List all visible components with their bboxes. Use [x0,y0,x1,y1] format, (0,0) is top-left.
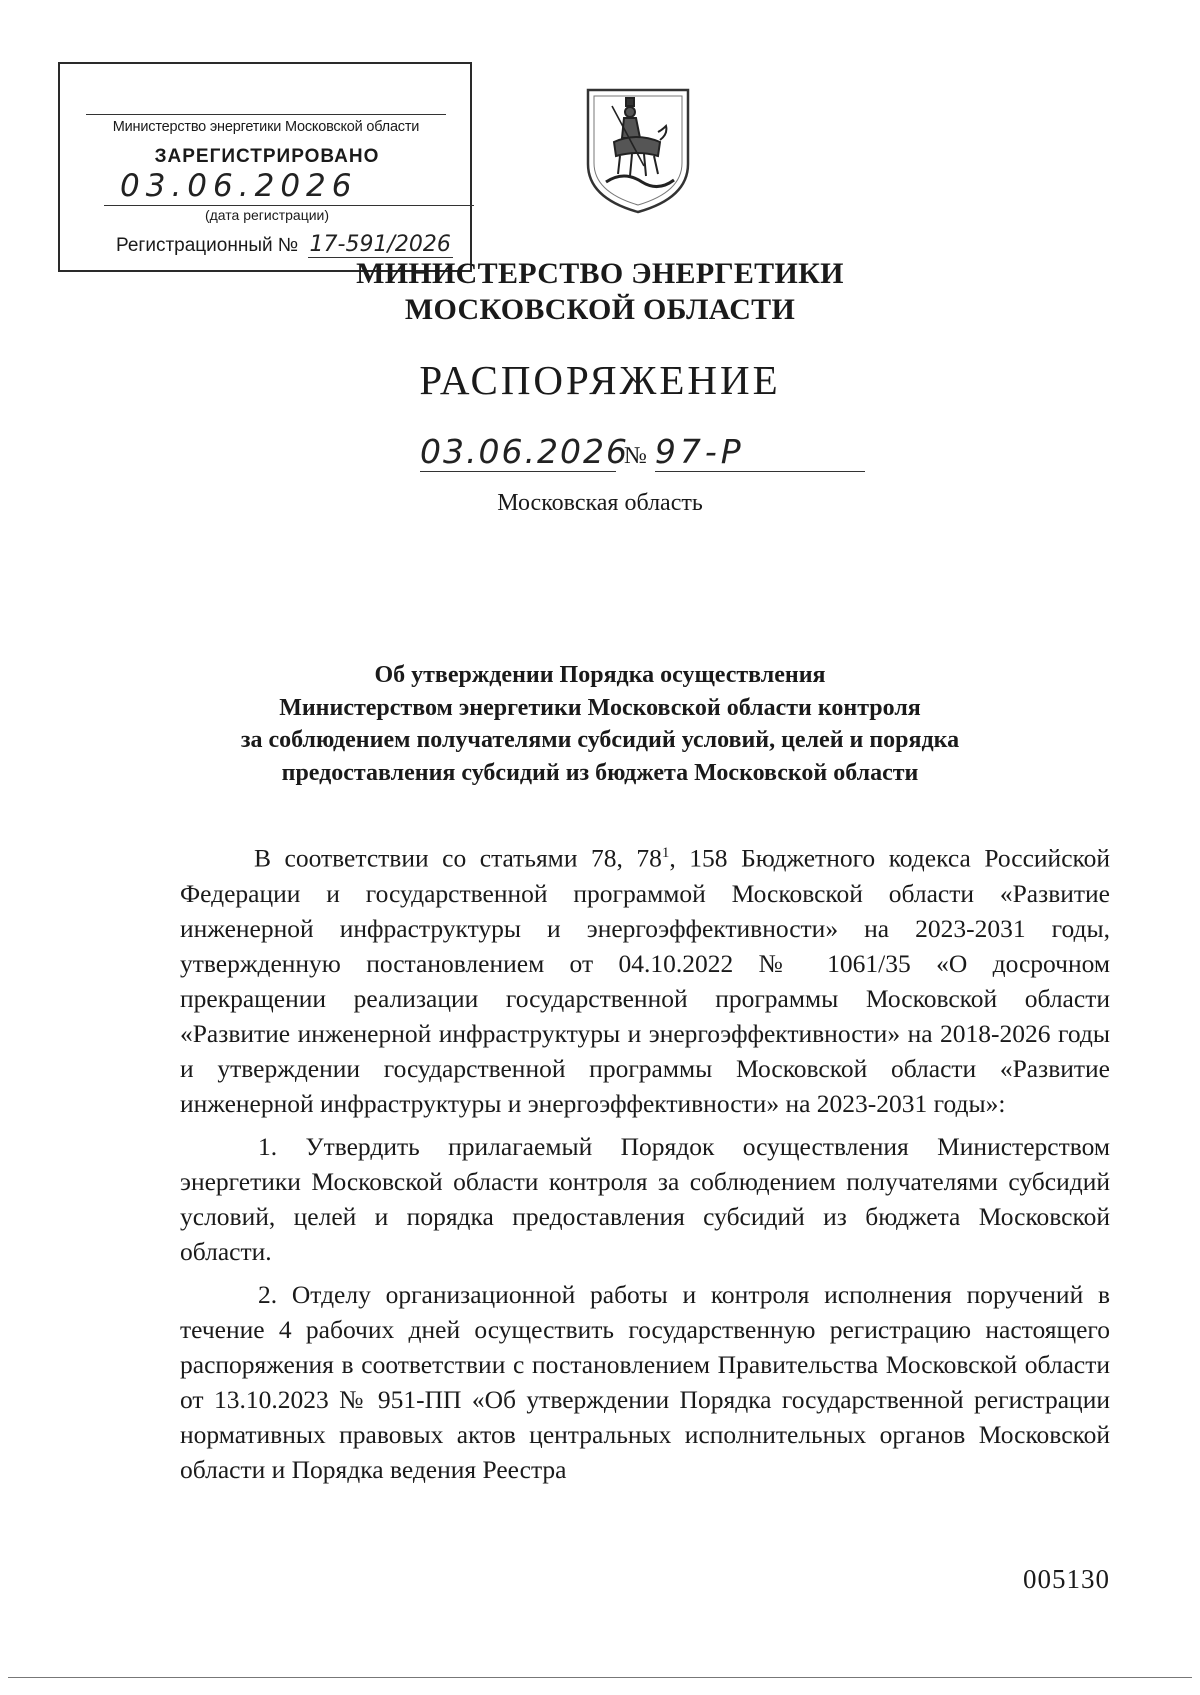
document-type: РАСПОРЯЖЕНИЕ [419,357,781,403]
document-date-number [420,432,865,472]
stamp-registration-number [116,232,453,258]
number-sign: № [624,443,647,469]
stamp-date-caption: (дата регистрации) [204,207,330,223]
subject-line: за соблюдением получателями субсидий условий, целей и порядка [240,727,960,753]
body-paragraph-intro [180,836,1110,1121]
subject-line: Министерством энергетики Московской области контроля [279,694,921,721]
document-date: 03.06.2026 [420,432,629,471]
stamp-regnum-value: 17-591/2026 [309,232,451,257]
stamp-date-underline [104,205,474,206]
stamp-regnum-label: Регистрационный № [116,235,299,256]
page-code: 005130 [1023,1564,1110,1594]
coat-of-arms-icon [584,86,692,216]
intro-superscript: 1 [661,845,670,861]
subject-line: Об утверждении Порядка осуществления [374,662,826,688]
registration-stamp [58,62,472,272]
intro-text-start: В соответствии со статьями 78, 78 [254,843,662,873]
document-place: Московская область [497,490,703,516]
ministry-title [280,256,920,328]
document-subject [190,659,1010,789]
ministry-title-line2: МОСКОВСКОЙ ОБЛАСТИ [404,293,796,326]
stamp-registered-label: ЗАРЕГИСТРИРОВАНО [154,146,380,167]
subject-line: предоставления субсидий из бюджета Московской области [281,759,919,786]
stamp-registration-date: 03.06.2026 [120,168,358,204]
document-number: 97-Р [655,432,865,472]
stamp-ministry-name: Министерство энергетики Московской области [86,114,446,135]
body-paragraph-2: 2. Отделу организационной работы и контроля исполнения поручений в течение 4 рабочих дней осуществить государственную регистрацию настоящего распоряжения в соответствии с постановлением Правительства Московской области от 13.10.2023 № 951-ПП «Об утверждении Порядка государственной регистрации нормативных правовых актов центральных исполнительных органов Московской области и Порядка ведения Реестра [180,1279,1110,1484]
intro-text-rest: , 158 Бюджетного кодекса Российской Федерации и государственной программой Московской области «Развитие инженерной инфраструктуры и энергоэффективности» на 2023-2031 годы, утвержденную постановлением от 04.10.2022 № 1061/35 «О досрочном прекращении реализации государственной программы Московской области «Развитие инженерной инфраструктуры и энергоэффективности» на 2018-2026 годы и утверждении государственной программы Московской области «Развитие инженерной инфраструктуры и энергоэффективности» на 2023-2031 годы»: [180,843,1111,1118]
document-body [180,836,1110,1495]
ministry-title-line1: МИНИСТЕРСТВО ЭНЕРГЕТИКИ [356,257,844,290]
body-paragraph-1: 1. Утвердить прилагаемый Порядок осуществления Министерством энергетики Московской области контроля за соблюдением получателями субсидий условий, целей и порядка предоставления субсидий из бюджета Московской области. [180,1131,1110,1266]
bottom-rule [8,1677,1192,1678]
